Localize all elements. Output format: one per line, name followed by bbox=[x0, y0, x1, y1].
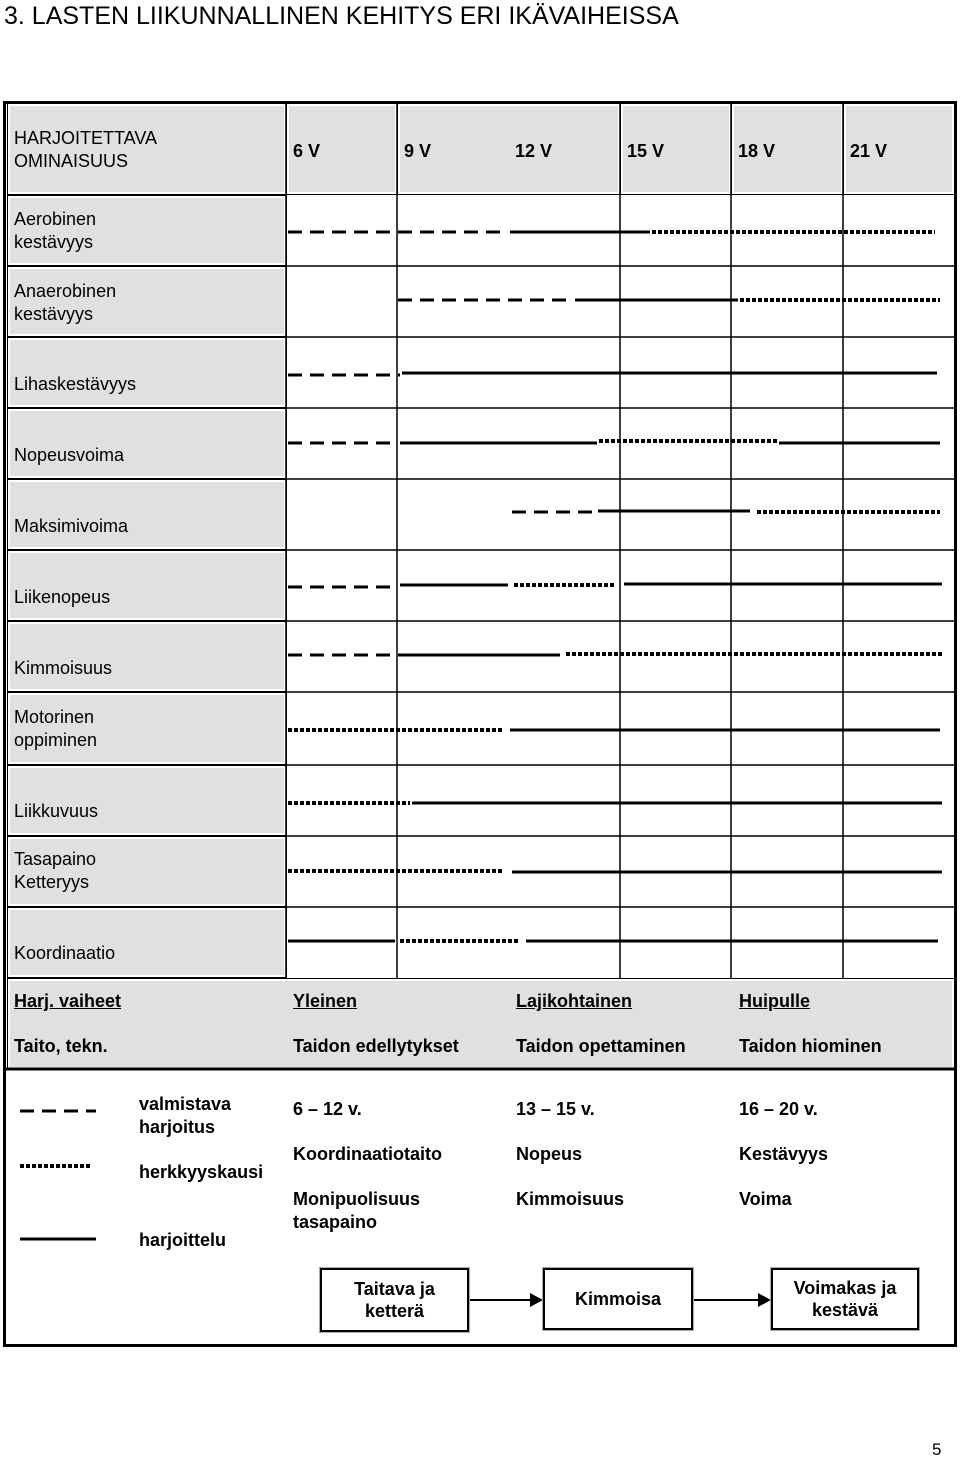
outcome-box-line: Voimakas ja bbox=[793, 1278, 897, 1298]
age-column-header: 21 V bbox=[850, 141, 888, 161]
stage-ages: 6 – 12 v. bbox=[293, 1099, 362, 1119]
outcome-box-line: kestävä bbox=[811, 1300, 879, 1320]
row-label: Nopeusvoima bbox=[14, 445, 125, 465]
row-label: Liikenopeus bbox=[14, 587, 111, 607]
stage-item: tasapaino bbox=[293, 1212, 378, 1232]
arrow-head bbox=[758, 1293, 771, 1307]
row-label: Kimmoisuus bbox=[14, 658, 113, 678]
row-label: Ketteryys bbox=[14, 872, 90, 892]
stage-ages: 16 – 20 v. bbox=[739, 1099, 818, 1119]
row-label: Koordinaatio bbox=[14, 943, 116, 963]
phase-top: Huipulle bbox=[739, 991, 810, 1011]
age-column-header: 9 V bbox=[404, 141, 432, 161]
legend-solid-label: harjoittelu bbox=[139, 1230, 227, 1250]
header-label-line1: HARJOITETTAVA bbox=[14, 128, 158, 148]
row-label: Lihaskestävyys bbox=[14, 374, 137, 394]
stage-item: Kestävyys bbox=[739, 1144, 829, 1164]
age-column-header: 6 V bbox=[293, 141, 321, 161]
age-column-header: 15 V bbox=[627, 141, 665, 161]
stage-item: Voima bbox=[739, 1189, 792, 1209]
phase-row-label: Harj. vaiheet bbox=[14, 991, 122, 1011]
row-label: oppiminen bbox=[14, 730, 98, 750]
header-label-line2: OMINAISUUS bbox=[14, 151, 129, 171]
legend-dashed-label: valmistava bbox=[139, 1094, 232, 1114]
phase-general: Yleinen bbox=[293, 991, 358, 1011]
outcome-box-line: Kimmoisa bbox=[574, 1289, 662, 1309]
phase-sport-specific: Lajikohtainen bbox=[516, 991, 633, 1011]
stage-item: Koordinaatiotaito bbox=[293, 1144, 442, 1164]
stage-ages: 13 – 15 v. bbox=[516, 1099, 595, 1119]
age-column-header: 18 V bbox=[738, 141, 776, 161]
row-label: Aerobinen bbox=[14, 209, 97, 229]
page-title: 3. LASTEN LIIKUNNALLINEN KEHITYS ERI IKÄVAIHEISSA bbox=[4, 2, 679, 30]
outcome-box-strong bbox=[771, 1268, 919, 1330]
row-label: Tasapaino bbox=[14, 849, 97, 869]
page-number: 5 bbox=[932, 1440, 942, 1459]
row-label: Anaerobinen bbox=[14, 281, 117, 301]
legend-dashed-label: harjoitus bbox=[139, 1117, 216, 1137]
outcome-box-skillful bbox=[320, 1268, 469, 1332]
row-label: kestävyys bbox=[14, 232, 94, 252]
age-column-header: 12 V bbox=[515, 141, 553, 161]
skill-teaching: Taidon opettaminen bbox=[516, 1036, 686, 1056]
legend-dotted-label: herkkyyskausi bbox=[139, 1162, 264, 1182]
row-label: Maksimivoima bbox=[14, 516, 129, 536]
outcome-box-elastic bbox=[543, 1268, 693, 1330]
skill-prerequisites: Taidon edellytykset bbox=[293, 1036, 459, 1056]
stage-item: Kimmoisuus bbox=[516, 1189, 625, 1209]
skill-row-label: Taito, tekn. bbox=[14, 1036, 108, 1056]
row-label: Motorinen bbox=[14, 707, 95, 727]
stage-item: Monipuolisuus bbox=[293, 1189, 420, 1209]
stage-item: Nopeus bbox=[516, 1144, 583, 1164]
arrow-head bbox=[530, 1293, 543, 1307]
row-label: Liikkuvuus bbox=[14, 801, 99, 821]
outcome-box-line: Taitava ja bbox=[354, 1279, 435, 1299]
outcome-box-line: ketterä bbox=[364, 1301, 425, 1321]
skill-refining: Taidon hiominen bbox=[739, 1036, 882, 1056]
row-label: kestävyys bbox=[14, 304, 94, 324]
